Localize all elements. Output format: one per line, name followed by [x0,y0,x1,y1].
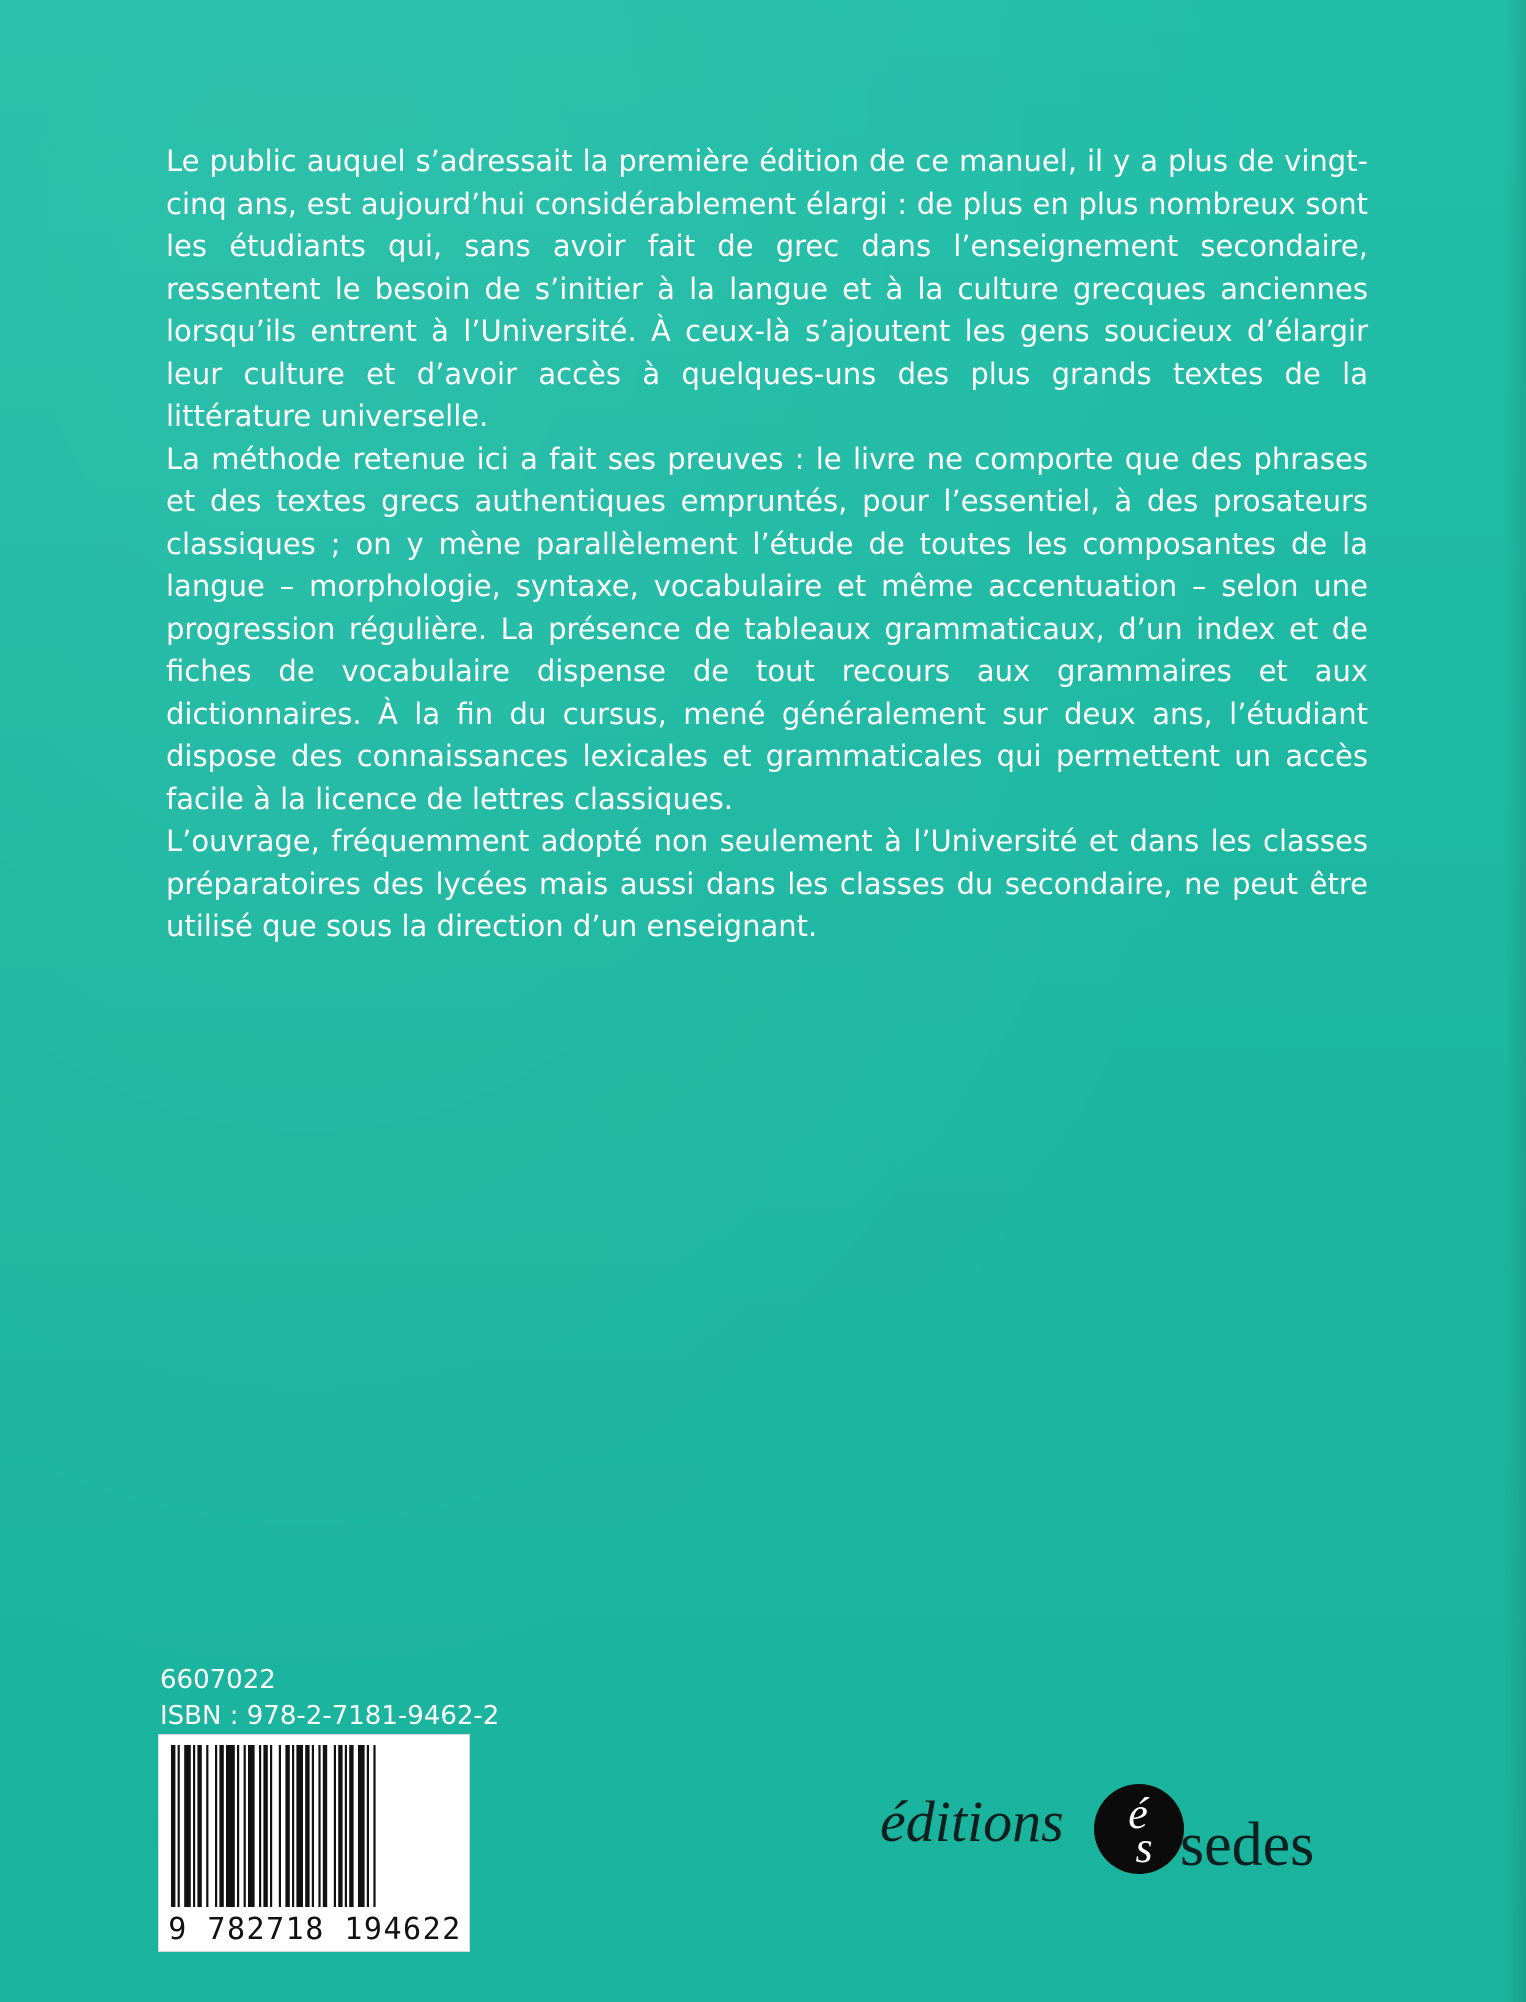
barcode-bar [367,1745,369,1907]
barcode-bar [193,1745,195,1907]
barcode-bar [244,1745,246,1907]
isbn-line [160,1698,499,1734]
barcode-bar [237,1745,239,1907]
publisher-logo [880,1782,1400,1902]
barcode-bar [219,1745,223,1907]
barcode-bar [292,1745,294,1907]
book-codes [160,1662,499,1734]
barcode-bar [349,1745,353,1907]
product-code: 6607022 [160,1665,276,1695]
barcode-bar [318,1745,320,1907]
blurb-paragraph-3: L’ouvrage, fréquemment adopté non seulement à l’Université et dans les classes préparatoires des lycées mais aussi dans les classes du secondaire, ne peut être utilisé que sous la direction d’un enseignant. [166,824,1368,943]
blurb-paragraph-2: La méthode retenue ici a fait ses preuves : le livre ne comporte que des phrases et des textes grecs authentiques empruntés, pour l’essentiel, à des prosateurs classiques ; on y mène parallèlement l’étude de toutes les composantes de la langue – morphologie, syntaxe, vocabulaire et même accentuation – selon une progression régulière. La présence de tableaux grammaticaux, d’un index et de fiches de vocabulaire dispense de tout recours aux grammaires et aux dictionnaires. À la fin du cursus, mené généralement sur deux ans, l’étudiant dispose des connaissances lexicales et grammaticales qui permettent un accès facile à la licence de lettres classiques. [166,441,1368,816]
blurb-paragraph-1: Le public auquel s’adressait la première édition de ce manuel, il y a plus de vingt-cinq ans, est aujourd’hui considérablement élargi : de plus en plus nombreux sont les étudiants qui, sans avoir fait de grec dans l’enseignement secondaire, ressentent le besoin de s’initier à la langue et à la culture grecques anciennes lorsqu’ils entrent à l’Université. À ceux-là s’ajoutent les gens soucieux d’élargir leur culture et d’avoir accès à quelques-uns des plus grands textes de la littérature universelle. [166,144,1368,433]
cover-edge-shade [1504,0,1526,2002]
barcode-bar [334,1745,336,1907]
barcode [158,1734,470,1952]
barcode-bar [312,1745,314,1907]
barcode-bar [270,1745,272,1907]
barcode-bar [171,1745,175,1907]
barcode-bar [215,1745,217,1907]
barcode-bar [206,1745,208,1907]
barcode-bar [226,1745,235,1907]
barcode-bar [279,1745,281,1907]
barcode-bar [178,1745,180,1907]
barcode-bar [345,1745,347,1907]
logo-word-editions: éditions [880,1789,1064,1854]
isbn-number: 978-2-7181-9462-2 [246,1701,500,1731]
barcode-bar [305,1745,309,1907]
barcode-bar [197,1745,201,1907]
svg-text:s: s [1135,1823,1153,1872]
barcode-bar [373,1745,375,1907]
barcode-bars [171,1745,459,1907]
barcode-bar [358,1745,365,1907]
barcode-bar [323,1745,327,1907]
cover-blurb [166,140,1368,948]
barcode-bar [259,1745,261,1907]
barcode-digits: 9 782718 194622 [168,1912,462,1947]
isbn-label: ISBN [160,1701,222,1731]
isbn-separator: : [221,1701,247,1731]
logo-es-mark-icon [1094,1784,1184,1874]
barcode-bar [248,1745,255,1907]
barcode-bar [338,1745,342,1907]
svg-text:é: é [1128,1789,1148,1838]
barcode-bar [296,1745,303,1907]
barcode-bar [263,1745,267,1907]
logo-word-sedes: sedes [1180,1811,1315,1879]
barcode-bar [184,1745,191,1907]
barcode-bar [285,1745,289,1907]
